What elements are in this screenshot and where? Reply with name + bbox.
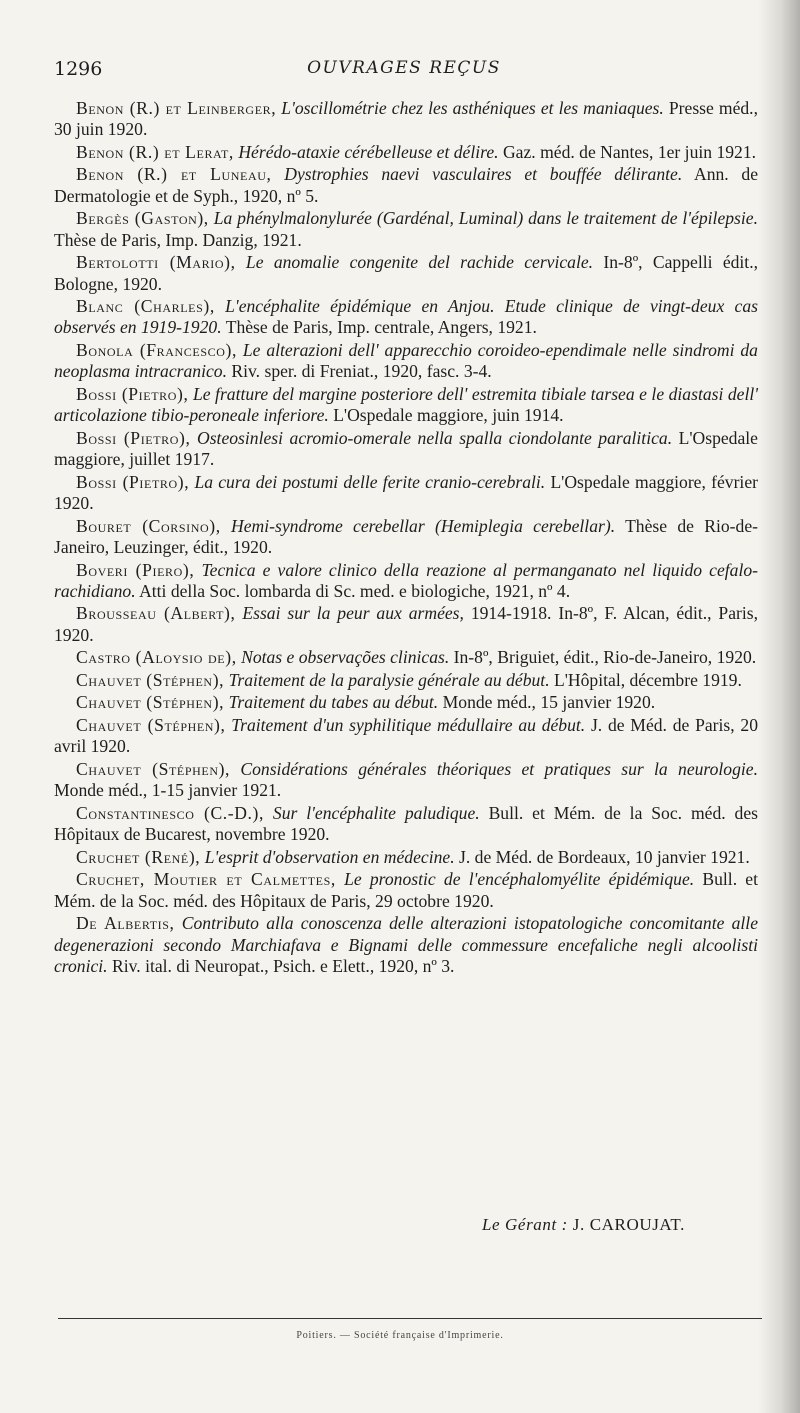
page-number: 1296	[54, 58, 103, 80]
bibliography-entry	[54, 252, 758, 295]
entry-author: Bossi (Pietro),	[76, 471, 190, 492]
bibliography-entry	[54, 98, 758, 141]
entry-title: Le pronostic de l'encéphalomyélite épidémique.	[344, 869, 695, 890]
entry-title: Le alterazioni dell' apparecchio coroideo-ependimale nelle sindromi da neoplasma intracranico.	[54, 340, 758, 382]
bibliography-entry	[54, 142, 758, 163]
bibliography-entry	[54, 647, 758, 668]
signature	[482, 1215, 762, 1235]
bibliography-entry	[54, 164, 758, 207]
entry-author: Benon (R.) et Lerat,	[76, 141, 234, 162]
entry-author: Cruchet (René),	[76, 846, 201, 867]
entry-title: Considérations générales théoriques et pratiques sur la neurologie.	[240, 758, 758, 779]
entry-author: Boveri (Piero),	[76, 559, 195, 580]
bibliography-entry	[54, 384, 758, 427]
entry-author: Chauvet (Stéphen),	[76, 692, 225, 713]
bibliography-entry	[54, 715, 758, 758]
entry-details: 1914-1918. In-8º, F. Alcan, édit., Paris, 1920.	[54, 603, 759, 645]
entry-title: Le anomalie congenite del rachide cervicale.	[245, 252, 594, 273]
entry-title: Contributo alla conoscenza delle alterazioni istopatologiche concomitante alle degenerazioni secondo Marchiafava e Bignami delle commessure encefaliche negli alcoolisti cronici.	[54, 913, 758, 976]
footer-rule	[58, 1318, 762, 1319]
printer-line: Poitiers. — Société française d'Imprimerie.	[296, 1330, 504, 1341]
bibliography-entry	[54, 296, 758, 339]
entry-details: J. de Méd. de Paris, 20 avril 1920.	[54, 715, 759, 757]
entry-title: Osteosinlesi acromio-omerale nella spalla ciondolante paralitica.	[197, 427, 673, 448]
entry-details: In-8º, Cappelli édit., Bologne, 1920.	[54, 252, 758, 294]
entry-details: Bull. et Mém. de la Soc. méd. des Hôpitaux de Bucarest, novembre 1920.	[54, 802, 758, 845]
entry-author: Bonola (Francesco),	[76, 340, 237, 361]
entry-title: Traitement de la paralysie générale au début.	[228, 669, 550, 690]
entry-title: La cura dei postumi delle ferite cranio-cerebrali.	[194, 471, 546, 492]
running-title: OUVRAGES REÇUS	[307, 58, 501, 78]
entry-title: Essai sur la peur aux armées,	[242, 603, 464, 624]
entry-title: Traitement d'un syphilitique médullaire au début.	[231, 715, 586, 736]
entry-details: L'Ospedale maggiore, juillet 1917.	[54, 427, 758, 470]
entry-title: Dystrophies naevi vasculaires et bouffée délirante.	[284, 164, 683, 185]
bibliography-entry	[54, 516, 758, 559]
entry-details: J. de Méd. de Bordeaux, 10 janvier 1921.	[459, 846, 750, 867]
entry-author: Blanc (Charles),	[76, 296, 215, 317]
entry-details: Gaz. méd. de Nantes, 1er juin 1921.	[502, 141, 757, 162]
bibliography-entry	[54, 913, 758, 977]
entry-details: L'Ospedale maggiore, juin 1914.	[333, 405, 564, 426]
bibliography-entry	[54, 692, 758, 713]
entry-details: Monde méd., 15 janvier 1920.	[442, 692, 656, 713]
entry-details: Thèse de Rio-de-Janeiro, Leuzinger, édit., 1920.	[54, 515, 758, 557]
entry-title: Tecnica e valore clinico della reazione al permanganato nel liquido cefalo-rachidiano.	[54, 559, 758, 601]
entry-author: Bossi (Pietro),	[76, 383, 189, 404]
entry-title: La phénylmalonylurée (Gardénal, Luminal) dans le traitement de l'épilepsie.	[213, 208, 758, 229]
entry-title: L'esprit d'observation en médecine.	[204, 846, 455, 867]
entry-author: Brousseau (Albert),	[76, 603, 236, 624]
entry-author: Bergès (Gaston),	[76, 208, 209, 229]
signature-role: Le Gérant :	[482, 1215, 568, 1234]
bibliography-entry	[54, 759, 758, 802]
entry-title: Notas e observações clinicas.	[241, 647, 450, 668]
entry-author: Bertolotti (Mario),	[76, 252, 236, 273]
signature-name: J. CAROUJAT.	[572, 1215, 686, 1234]
entry-author: Chauvet (Stéphen),	[76, 758, 231, 779]
bibliography-entry	[54, 803, 758, 846]
bibliography-entry	[54, 208, 758, 251]
entry-author: Chauvet (Stéphen),	[76, 715, 226, 736]
entry-author: De Albertis,	[76, 913, 175, 934]
entry-title: L'oscillométrie chez les asthéniques et les maniaques.	[281, 98, 664, 118]
entry-title: Le fratture del margine posteriore dell' estremita tibiale tarsea e le diastasi dell' articolazione tibio-peroneale inferiore.	[54, 383, 758, 426]
entry-author: Benon (R.) et Luneau,	[76, 164, 272, 185]
scan-edge-shadow	[758, 0, 800, 1413]
entry-title: Traitement du tabes au début.	[228, 692, 439, 713]
entry-author: Benon (R.) et Leinberger,	[76, 98, 277, 118]
entry-title: Hérédo-ataxie cérébelleuse et délire.	[238, 141, 499, 162]
bibliography-list	[54, 98, 758, 978]
entry-title: Hemi-syndrome cerebellar (Hemiplegia cerebellar).	[231, 515, 616, 536]
entry-author: Bouret (Corsino),	[76, 515, 221, 536]
entry-author: Constantinesco (C.-D.),	[76, 802, 265, 823]
entry-author: Chauvet (Stéphen),	[76, 669, 225, 690]
entry-title: Sur l'encéphalite paludique.	[272, 802, 480, 823]
entry-details: Thèse de Paris, Imp. centrale, Angers, 1921.	[225, 317, 537, 338]
page-header	[54, 58, 754, 84]
entry-details: Monde méd., 1-15 janvier 1921.	[54, 780, 282, 801]
entry-details: Riv. sper. di Freniat., 1920, fasc. 3-4.	[231, 361, 492, 382]
entry-details: Presse méd., 30 juin 1920.	[54, 98, 758, 140]
bibliography-entry	[54, 340, 758, 383]
bibliography-entry	[54, 428, 758, 471]
entry-author: Cruchet, Moutier et Calmettes,	[76, 869, 336, 890]
entry-details: In-8º, Briguiet, édit., Rio-de-Janeiro, 1920.	[453, 647, 757, 668]
entry-details: L'Ospedale maggiore, février 1920.	[54, 471, 758, 514]
bibliography-entry	[54, 670, 758, 691]
bibliography-entry	[54, 847, 758, 868]
entry-details: Thèse de Paris, Imp. Danzig, 1921.	[54, 229, 302, 250]
entry-details: Ann. de Dermatologie et de Syph., 1920, nº 5.	[54, 164, 759, 206]
entry-details: L'Hôpital, décembre 1919.	[554, 669, 742, 690]
entry-details: Atti della Soc. lombarda di Sc. med. e biologiche, 1921, nº 4.	[139, 580, 571, 601]
entry-title: L'encéphalite épidémique en Anjou. Etude clinique de vingt-deux cas observés en 1919-1920.	[54, 296, 759, 338]
bibliography-entry	[54, 560, 758, 603]
entry-author: Bossi (Pietro),	[76, 427, 191, 448]
bibliography-entry	[54, 603, 758, 646]
entry-author: Castro (Aloysio de),	[76, 647, 237, 668]
entry-details: Riv. ital. di Neuropat., Psich. e Elett., 1920, nº 3.	[112, 955, 455, 976]
bibliography-entry	[54, 869, 758, 912]
bibliography-entry	[54, 472, 758, 515]
entry-details: Bull. et Mém. de la Soc. méd. des Hôpitaux de Paris, 29 octobre 1920.	[54, 869, 759, 911]
